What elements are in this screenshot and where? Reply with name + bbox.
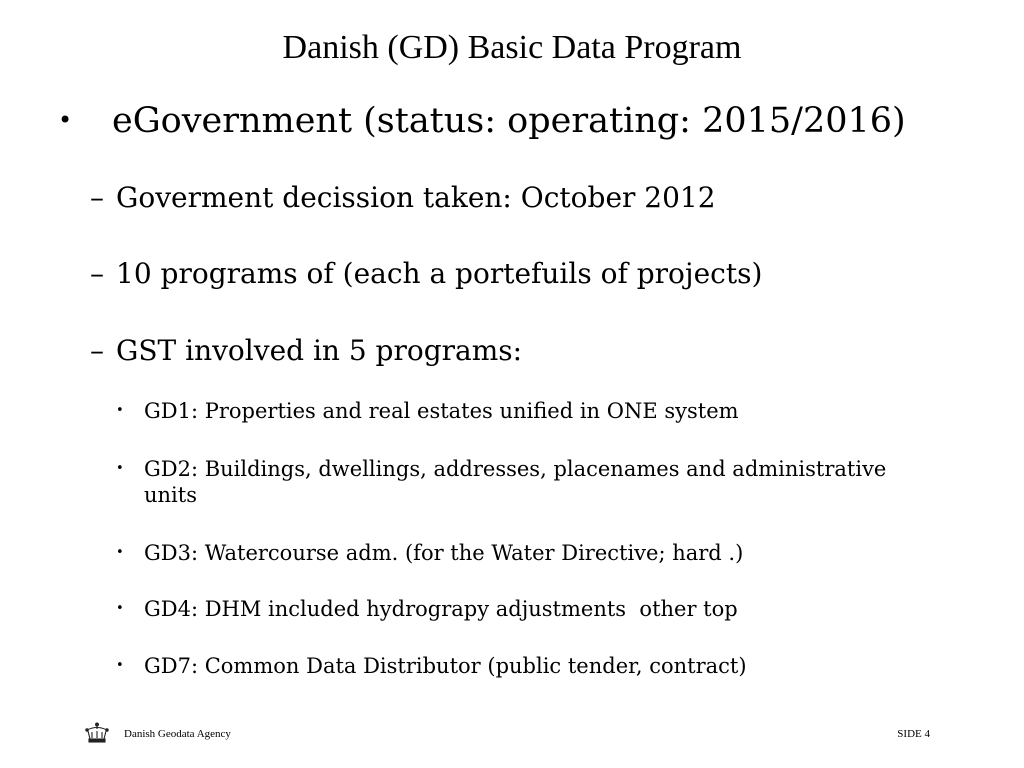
program-item-gd1 xyxy=(116,398,934,424)
dash-marker: – xyxy=(90,257,104,290)
dash-marker: – xyxy=(90,334,104,367)
bullet-marker: • xyxy=(58,106,73,134)
bullet-marker: • xyxy=(116,545,124,560)
bullet-marker: • xyxy=(116,461,124,476)
sub-bullet-text: 10 programs of (each a portefuils of projects) xyxy=(116,257,763,290)
main-bullet xyxy=(58,98,906,143)
program-item-text: GD4: DHM included hydrograpy adjustments other top xyxy=(144,597,738,621)
program-item-text: GD3: Watercourse adm. (for the Water Directive; hard .) xyxy=(144,541,744,565)
dash-marker: – xyxy=(90,181,104,214)
program-item-gd4 xyxy=(116,596,934,622)
page-number: SIDE 4 xyxy=(897,728,930,740)
program-item-gd3 xyxy=(116,540,934,566)
bullet-marker: • xyxy=(116,658,124,673)
bullet-marker: • xyxy=(116,601,124,616)
sub-bullet-text: GST involved in 5 programs: xyxy=(116,334,523,367)
slide-title: Danish (GD) Basic Data Program xyxy=(282,29,742,66)
main-bullet-text: eGovernment (status: operating: 2015/2016) xyxy=(112,101,906,141)
program-item-text: GD1: Properties and real estates unified in ONE system xyxy=(144,399,739,423)
crown-icon xyxy=(84,722,110,746)
sub-bullet-gst xyxy=(90,333,522,369)
slide-footer xyxy=(0,722,1024,752)
sub-bullet-text: Goverment decission taken: October 2012 xyxy=(116,181,716,214)
program-item-gd2 xyxy=(116,456,934,508)
sub-bullet-decision xyxy=(90,180,716,216)
program-item-gd7 xyxy=(116,653,934,679)
agency-name: Danish Geodata Agency xyxy=(124,728,231,740)
program-item-text: GD7: Common Data Distributor (public tender, contract) xyxy=(144,654,747,678)
program-item-text: GD2: Buildings, dwellings, addresses, placenames and administrative units xyxy=(144,457,887,507)
sub-bullet-programs xyxy=(90,256,762,292)
bullet-marker: • xyxy=(116,403,124,418)
